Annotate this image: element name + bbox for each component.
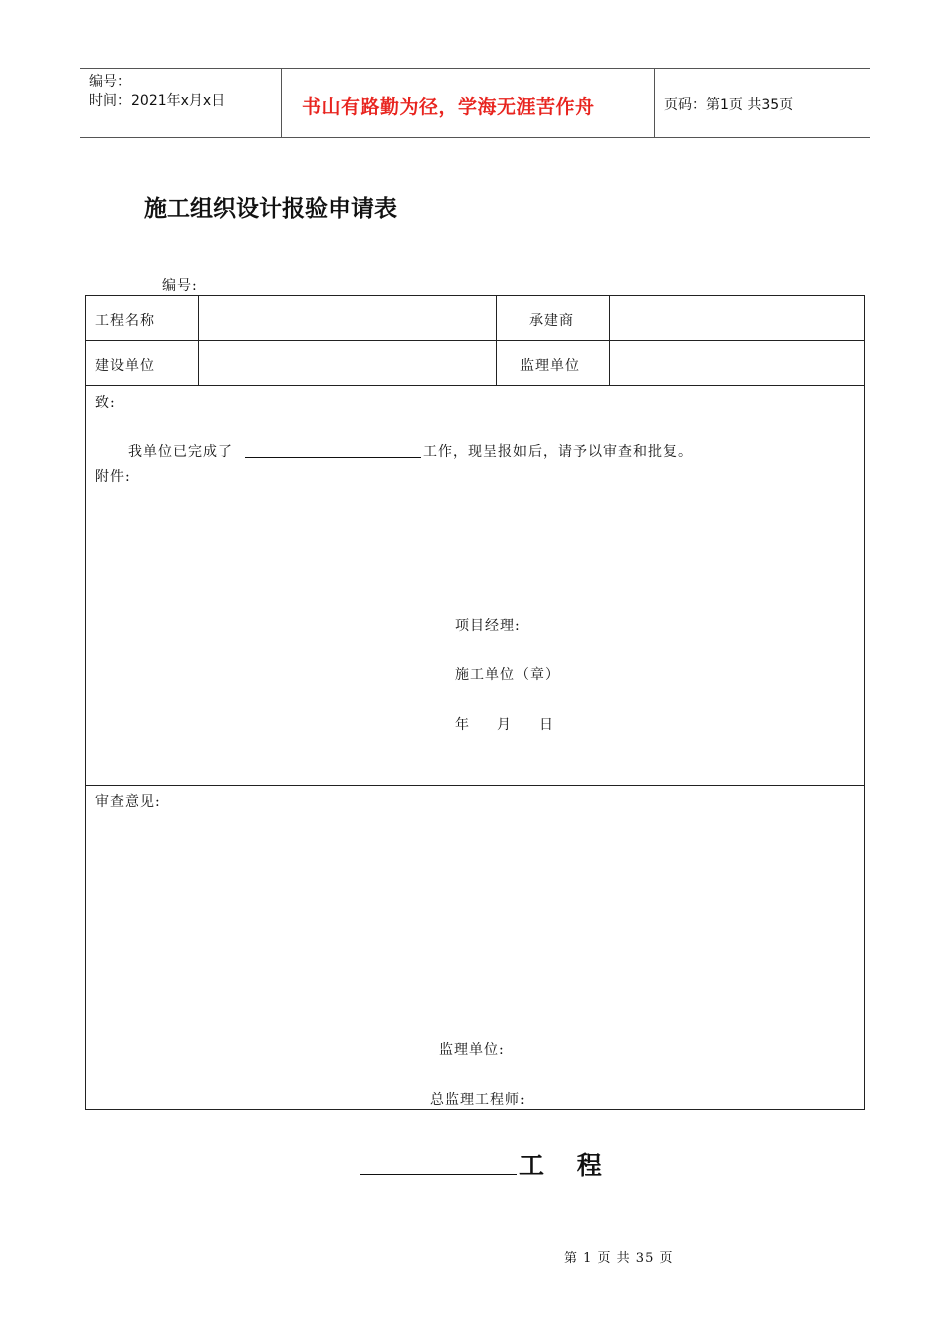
- project-name-label: 工程名称: [95, 313, 155, 329]
- project-manager-label: 项目经理:: [455, 618, 521, 634]
- table-border-left: [85, 295, 86, 1110]
- header-divider: [281, 69, 282, 137]
- date-day: 日: [539, 717, 554, 733]
- review-opinion-label: 审查意见:: [95, 794, 161, 810]
- table-border-top: [85, 295, 865, 296]
- date-month: 月: [497, 717, 512, 733]
- page-footer: 第 1 页 共 35 页: [564, 1251, 674, 1266]
- table-row-line: [85, 385, 865, 386]
- work-blank-line: [245, 457, 421, 458]
- page-title: 施工组织设计报验申请表: [144, 196, 397, 222]
- table-col-line: [609, 295, 610, 385]
- construction-unit-seal: 施工单位（章）: [455, 667, 560, 683]
- table-row-line: [85, 340, 865, 341]
- project-blank-line: [360, 1174, 517, 1175]
- date-year: 年: [455, 717, 470, 733]
- form-number-label: 编号:: [162, 278, 198, 294]
- statement-prefix: 我单位已完成了: [128, 444, 233, 460]
- contractor-label: 承建商: [529, 313, 574, 329]
- header-divider: [654, 69, 655, 137]
- table-border-bottom: [85, 1109, 865, 1110]
- table-col-line: [496, 295, 497, 385]
- table-border-right: [864, 295, 865, 1110]
- footer-project-label: 工 程: [519, 1151, 614, 1180]
- header-motto: 书山有路勤为径，学海无涯苦作舟: [302, 96, 595, 118]
- chief-engineer-label: 总监理工程师:: [430, 1092, 526, 1108]
- builder-unit-label: 建设单位: [95, 358, 155, 374]
- review-supervisor-unit: 监理单位:: [439, 1042, 505, 1058]
- supervisor-unit-label: 监理单位: [520, 358, 580, 374]
- header-page-info: 页码：第1页 共35页: [664, 97, 794, 113]
- statement-suffix: 工作，现呈报如后，请予以审查和批复。: [423, 444, 693, 460]
- header-time-label: 时间：2021年x月x日: [89, 93, 226, 109]
- header-number-label: 编号：: [89, 74, 131, 90]
- to-label: 致:: [95, 395, 116, 411]
- table-col-line: [198, 295, 199, 385]
- attachment-label: 附件:: [95, 469, 131, 485]
- table-row-line: [85, 785, 865, 786]
